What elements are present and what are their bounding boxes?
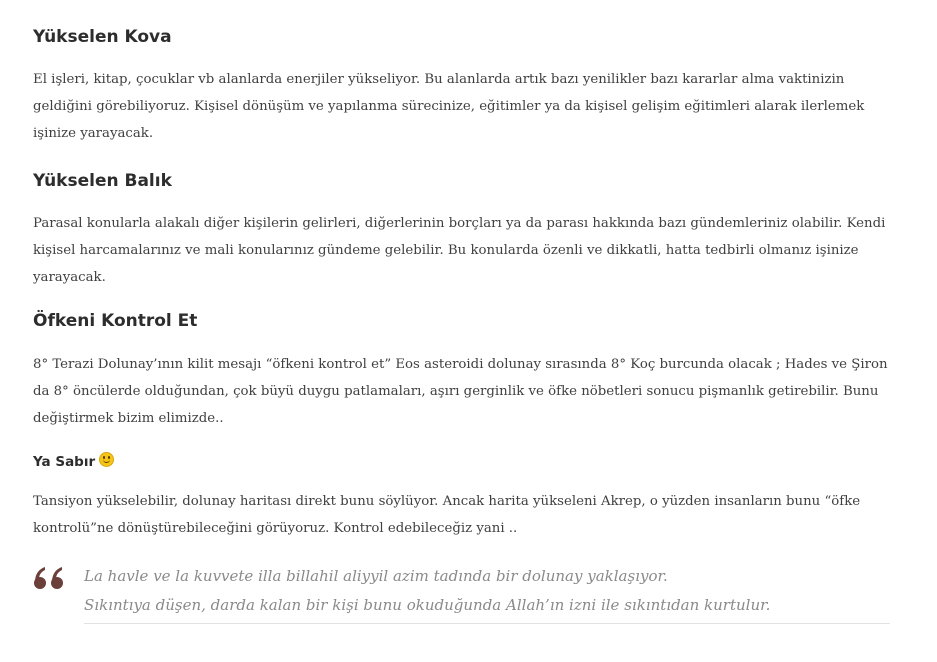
- final-paragraph: Tansiyon yükselebilir, dolunay haritası direkt bunu söylüyor. Ancak harita yükseleni Akrep, o yüzden insanların bunu “öfke kontrolü”ne dönüştürebileceğini görüyoruz. Kontrol edebileceğiz yani ..: [33, 494, 861, 536]
- section-heading-balik: Yükselen Balık: [33, 171, 172, 191]
- smiley-emoji-icon: [99, 452, 114, 467]
- section-paragraph-ofke: 8° Terazi Dolunay’ının kilit mesajı “öfkeni kontrol et” Eos asteroidi dolunay sırasında 8° Koç burcunda olacak ; Hades ve Şiron da 8° öncülerde olduğundan, çok büyü duygu patlamaları, aşırı gerginlik ve öfke nöbetleri sonucu pişmanlık getirebilir. Bunu değiştirmek bizim elimizde..: [33, 357, 888, 426]
- section-heading-ofke: Öfkeni Kontrol Et: [33, 311, 198, 331]
- quote-icon: [33, 562, 67, 590]
- quote-line-1: La havle ve la kuvvete illa billahil aliyyil azim tadında bir dolunay yaklaşıyor.: [84, 567, 668, 585]
- subheading-text: Ya Sabır: [33, 454, 96, 470]
- quote-line-2: Sıkıntıya düşen, darda kalan bir kişi bunu okuduğunda Allah’ın izni ile sıkıntıdan kurtulur.: [84, 596, 771, 614]
- section-paragraph-balik: Parasal konularla alakalı diğer kişilerin gelirleri, diğerlerinin borçları ya da parası hakkında bazı gündemleriniz olabilir. Kendi kişisel harcamalarınız ve mali konularınız gündeme gelebilir. Bu konularda özenli ve dikkatli, hatta tedbirli olmanız işinize yarayacak.: [33, 216, 886, 285]
- section-paragraph-kova: El işleri, kitap, çocuklar vb alanlarda enerjiler yükseliyor. Bu alanlarda artık bazı yenilikler bazı kararlar alma vaktinizin geldiğini görebiliyoruz. Kişisel dönüşüm ve yapılanma sürecinize, eğitimler ya da kişisel gelişim eğitimleri alarak ilerlemek işinize yarayacak.: [33, 72, 865, 141]
- section-heading-kova: Yükselen Kova: [33, 27, 172, 47]
- subheading-ya-sabir: [33, 452, 114, 470]
- blockquote: [33, 562, 890, 622]
- quote-text: [84, 562, 890, 624]
